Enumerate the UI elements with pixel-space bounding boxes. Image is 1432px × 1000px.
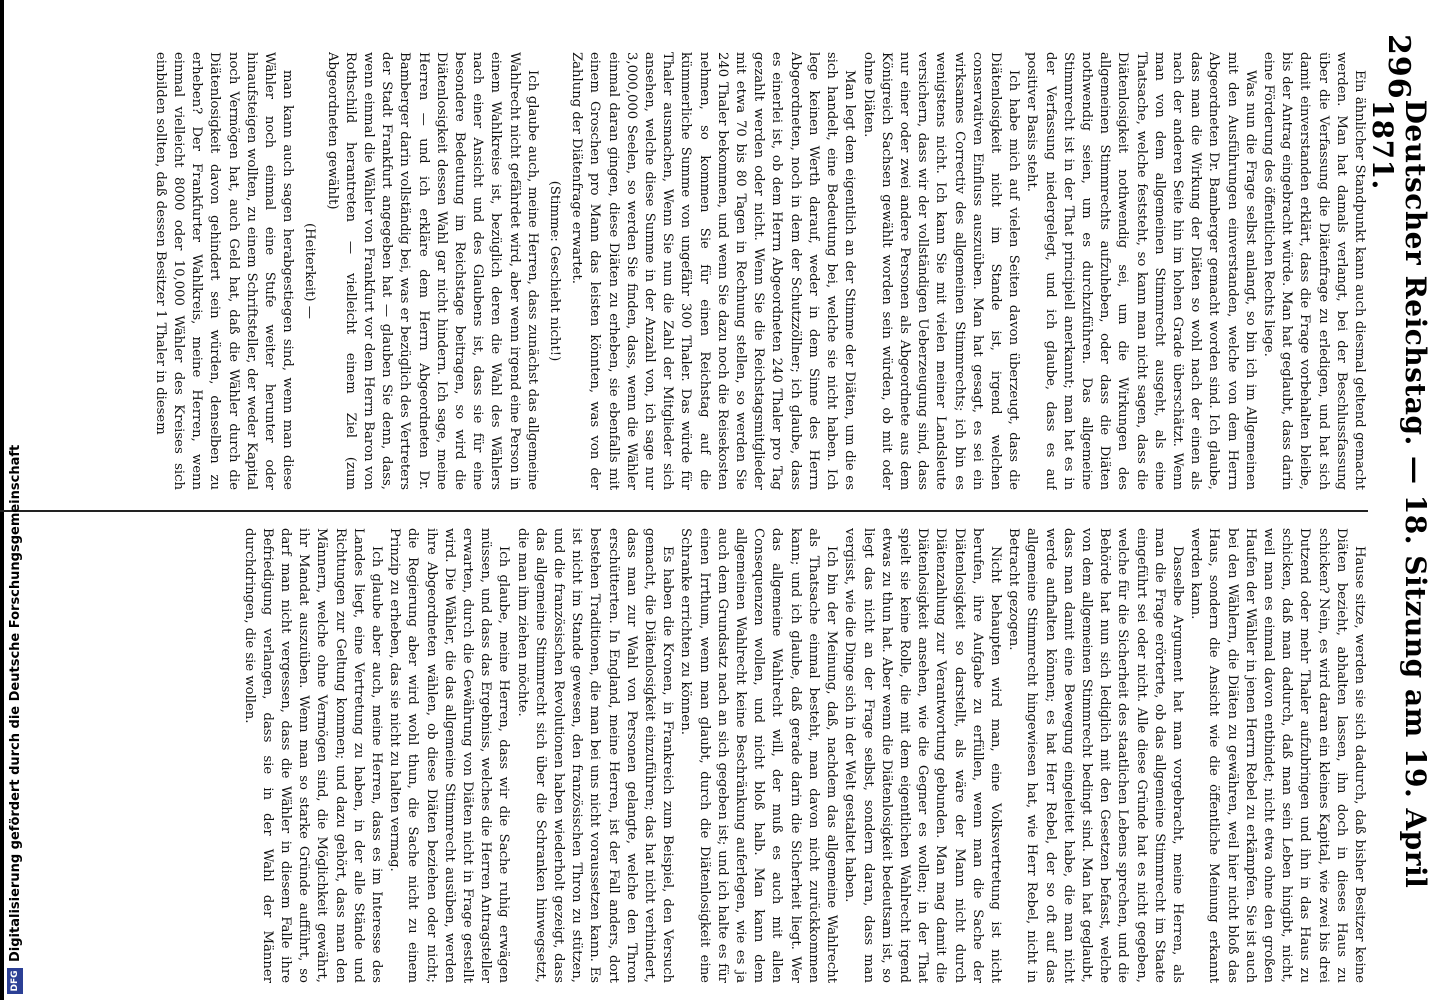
stage-direction: (Heiterkeit) — [302, 223, 318, 319]
paragraph: man kann auch sagen herabgestiegen sind, wenn man diese Wähler noch einmal eine Stufe weiter herunter oder hinaufsteigen wollten, zu einem Schriftsteller, der weder Kapital noch Vermögen hat, auch Geld hat, daß die Wähler durch die Diätenlosigkeit davon gehindert sein würden, denselben zu erheben? Der Frankfurter Wahlkreis, meine Herren, wenn einmal vielleicht 8000 oder 10,000 Wähler des Kreises sich einbilden sollten, daß dessen Besitzer 1 Thaler in diesem [152, 52, 296, 490]
paragraph: Ich glaube, meine Herren, dass wir die Sache ruhig erwägen müssen, und dass das Ergebniss, welches die Herren Antragsteller erwarten, durch die Gewährung von Diäten nicht in Frage gestellt wird. Die Wähler, die das allgemeine Stimmrecht ausüben, werden ihre Abgeordneten wählen, ob diese Diäten beziehen oder nicht; die Regierung aber wird wohl thun, die Sache nicht zu einem Prinzip zu erheben, das sie nicht zu halten vermag. [387, 528, 512, 983]
paragraph: Ein ähnlicher Standpunkt kann auch diesmal geltend gemacht werden. Man hat damals verlangt, bei der Beschlussfassung über die Verfassung die Diätenfrage zu erledigen, und hat sich damit einverstanden erklärt, dass die Frage vorbehalten bleibe, bis der Antrag eingebracht würde. Man hat geglaubt, dass darin eine Förderung des öffentlichen Rechts liege. [1260, 52, 1367, 490]
digitization-footer [0, 0, 30, 1000]
left-column [3, 52, 1368, 490]
paragraph: Ich bin der Meinung, daß, nachdem das allgemeine Wahlrecht als Thatsache einmal besteht, man davon nicht zurückkommen kann; und ich glaube, daß gerade darin die Sicherheit liegt. Wer das allgemeine Wahlrecht will, der muß es auch mit allen Consequenzen wollen, und nicht bloß halb. Man kann dem allgemeinen Wahlrecht keine Beschränkung auferlegen, wie es ja auch dem Grundsatz nach an sich gegeben ist; und ich halte es für einen Irrthum, wenn man glaubt, durch die Diätenlosigkeit eine Schranke errichten zu können. [678, 528, 840, 983]
paragraph: Es haben die Kronen, in Frankreich zum Beispiel, den Versuch gemacht, die Diätenlosigkeit einzuführen; das hat nicht verhindert, dass man zur Wahl von Personen gelangte, welche den Thron erschütterten. In England, meine Herren, ist der Fall anders, dort bestehen Traditionen, die man bei uns nicht voraussetzen kann. Es ist nicht im Stande gewesen, den französischen Thron zu stützen, und die französischen Revolutionen haben wiederholt gezeigt, dass das allgemeine Stimmrecht sich über die Schranken hinwegsetzt, die man ihm ziehen möchte. [514, 528, 676, 983]
paragraph: Ich habe mich auf vielen Seiten davon überzeugt, dass die Diätenlosigkeit nicht im Stande ist, irgend welchen conservativen Einfluss auszuüben. Man hat gesagt, es sei ein wirksames Correctiv des allgemeinen Stimmrechts; ich bin es wenigstens nicht. Ich kann Sie mit vielen meiner Landsleute versichern, dass wir der vollständigen Ueberzeugung sind, dass nur einer oder zwei andere Personen als Abgeordnete aus dem Königreich Sachsen gewählt worden sein würden, ob mit oder ohne Diäten. [860, 52, 1022, 490]
stage-direction: (Stimme: Geschieht nicht!) [547, 180, 563, 362]
page-header [1366, 34, 1432, 999]
paragraph: Man legt dem eigentlich an der Stimme der Diäten, um die es sich handelt, eine Bedeutung bei, welche sie nicht haben. Ich lege keinen Werth darauf, weder in dem Sinne des Herrn Abgeordneten, noch in dem der Schutzzöllner; ich glaube, dass es einerlei ist, ob dem Herrn Abgeordneten 240 Thaler pro Tag gezahlt werden oder nicht. Wenn Sie die Reichstagsmitglieder mit etwa 70 bis 80 Tagen in Rechnung stellen, so werden Sie 240 Thaler bekommen, und wenn Sie dazu noch die Reisekosten nehmen, so kommen Sie für einen Reichstag auf die kümmerliche Summe von ungefähr 300 Thaler. Das würde für Thaler ausmachen, Wenn Sie nun die Zahl der Mitglieder sich ansehen, welche diese Summe in der Anzahl von, ich sage nur 3,000,000 Seelen, so werden Sie finden, dass, wenn die Wähler einmal daran gingen, diese Diäten zu erheben, sie ebenfalls mit einem Groschen pro Mann das leisten könnten, was von der Zahlung der Diätenfrage erwartet. [569, 52, 858, 490]
digitization-credit: Digitalisierung gefördert durch die Deutsche Forschungsgemeinschaft [7, 444, 23, 962]
paragraph: Ich glaube aber auch, meine Herren, dass es im Interesse des Landes liegt, eine Vertretung zu haben, in der alle Stände und Richtungen zur Geltung kommen; und dazu gehört, dass man den Männern, welche ohne Vermögen sind, die Möglichkeit gewährt, ihr Mandat auszuüben. Wenn man so starke Gründe aufführt, so darf man nicht vergessen, dass die Wähler in diesem Falle ihre Befriedigung verlangen, dass sie in der Wahl der Männer durchdringen, die sie wollen. [241, 528, 385, 983]
paragraph: Was nun die Frage selbst anlangt, so bin ich im Allgemeinen mit den Ausführungen einverstanden, welche von dem Herrn Abgeordneten Dr. Bamberger gemacht worden sind. Ich glaube, dass man die Wirkung der Diäten so wohl nach der einen als nach der anderen Seite hin im hohen Grade überschätzt. Wenn man von dem allgemeinen Stimmrecht ausgeht, als eine Thatsache, welche feststeht, so kann man nicht sagen, dass die Diätenlosigkeit nothwendig sei, um die Wirkungen des allgemeinen Stimmrechts aufzuheben, oder dass die Diäten nothwendig seien, um es durchzuführen. Das allgemeine Stimmrecht ist in der That principiell anerkannt; man hat es in der Verfassung niedergelegt, und ich glaube, dass es auf positiver Basis steht. [1024, 52, 1258, 490]
paragraph: Hause sitze, werden sie sich dadurch, daß bisher Besitzer keine Diäten bezieht, abhalten lassen, ihn doch in dieses Haus zu schicken? Nein, es wird daran ein kleines Kapital, wie zwei bis drei Dutzend oder mehr Thaler aufzubringen und ihn in das Haus zu schicken, daß man dadurch, daß man sein Leben hingibt, nicht, weil man es einmal davon entbindet; nicht etwa ohne den großen Haufen der Wähler in jenen Herrn Rebel zu erkämpfen. Sie ist auch bei den Wählern, die Diäten zu gewähren, weil hier nicht bloß das Haus, sondern die Ansicht wie die öffentliche Meinung erkannt werden kann. [1188, 528, 1367, 983]
right-column [3, 528, 1368, 983]
column-divider [0, 510, 1368, 512]
dfg-logo-icon: DFG [7, 968, 23, 994]
page-number: 296 [1381, 34, 1417, 100]
paragraph: Ich glaube auch, meine Herren, dass zunächst das allgemeine Wahlrecht nicht gefährdet wird, aber wenn irgend eine Person in einem Wahlkreise ist, bezüglich deren die Wahl des Wählers nach einer Ansicht und des Glaubens ist, dass sie für eine besondere Bedeutung im Reichstage beitragen, so wird die Diätenlosigkeit dessen Wahl gar nicht hindern. Ich sage, meine Herren — und ich erkläre dem Herrn Abgeordneten Dr. Bamberger darin vollständig bei, was er bezüglich des Vertreters der Stadt Frankfurt angegeben hat — glauben Sie denn, dass, wenn einmal die Wähler von Frankfurt vor dem Herrn Baron von Rothschild herantreten — vielleicht einem Ziel (zum Abgeordneten gewählt) [324, 52, 540, 490]
running-title: Deutscher Reichstag. — 18. Sitzung am 19. April 1871. [1366, 99, 1432, 889]
paragraph: Dasselbe Argument hat man vorgebracht, meine Herren, als man die Frage erörterte, ob das allgemeine Stimmrecht im Staate eingeführt sei oder nicht. Alle diese Gründe hat es nicht gegeben, welche für die Sicherheit des staatlichen Lebens sprechen, und die Behörde hat nun sich lediglich mit den Gesetzen befasst, welche von dem allgemeinen Stimmrecht bedingt sind. Man hat geglaubt, dass man damit eine Bewegung eingeleitet habe, die man nicht werde aufhalten können; es hat Herr Rebel, der so oft auf das allgemeine Stimmrecht hingewiesen hat, wie Herr Rebel, nicht in Betracht gezogen. [1006, 528, 1185, 983]
paragraph: Nicht behaupten wird man, eine Volksvertretung ist nicht berufen, ihre Aufgabe zu erfüllen, wenn man die Sache der Diätenlosigkeit so darstellt, als wäre der Mann nicht durch Diätenzahlung zur Verantwortung gebunden. Man mag damit die Diätenlosigkeit ansehen, wie die Gegner es wollen; in der That spielt sie keine Rolle, die mit dem eigentlichen Wahlrecht irgend etwas zu thun hat. Aber wenn die Diätenlosigkeit bedeutsam ist, so liegt das nicht an der Frage selbst, sondern daran, dass man vergisst, wie die Dinge sich in der Welt gestaltet haben. [842, 528, 1003, 983]
